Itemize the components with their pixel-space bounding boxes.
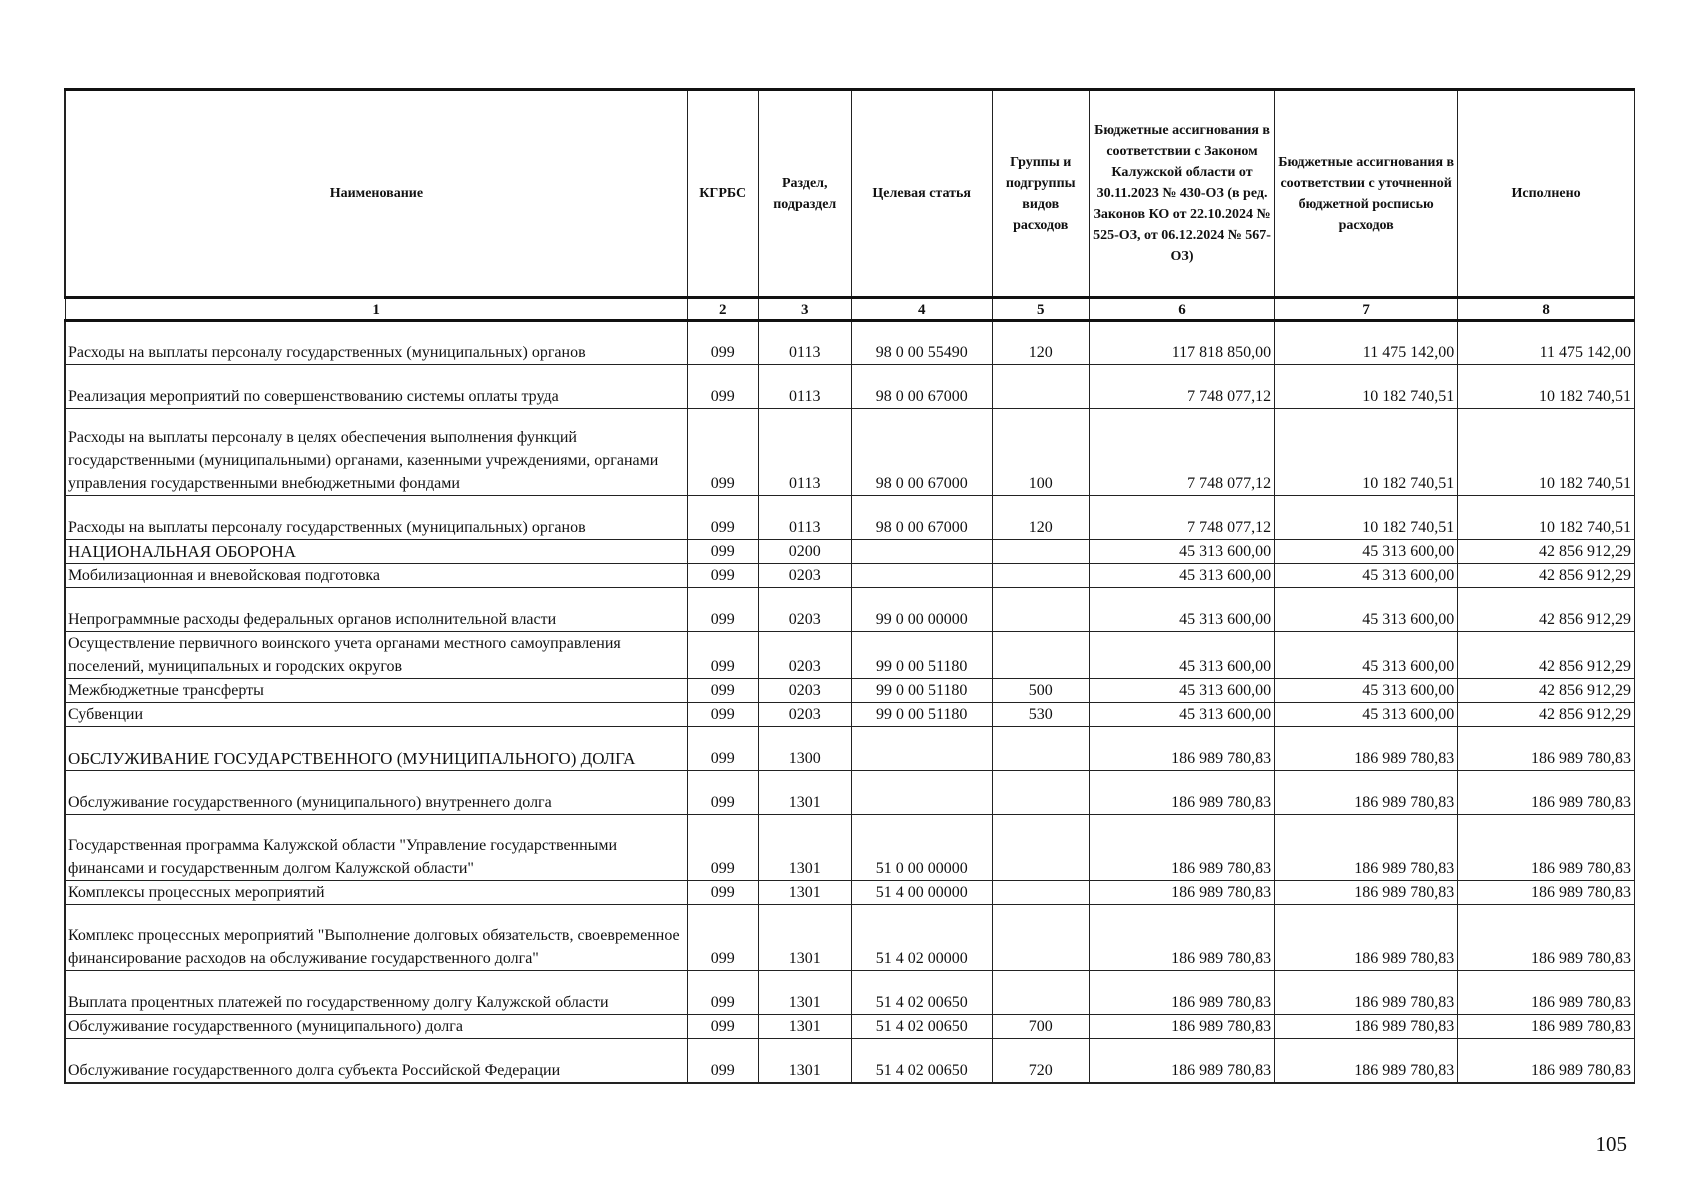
cell-name: Реализация мероприятий по совершенствованию системы оплаты труда [65,365,687,409]
cell-executed: 10 182 740,51 [1458,409,1635,496]
budget-table-container [64,88,1635,1084]
column-number: 7 [1275,298,1458,321]
column-number: 2 [687,298,758,321]
cell-law: 186 989 780,83 [1089,905,1274,971]
cell-name: Расходы на выплаты персоналу государственных (муниципальных) органов [65,496,687,540]
cell-target: 99 0 00 51180 [851,679,992,703]
cell-target [851,564,992,588]
header-law-allocations: Бюджетные ассигнования в соответствии с Законом Калужской области от 30.11.2023 № 430-ОЗ (в ред. Законов КО от 22.10.2024 № 525-ОЗ, от 06.12.2024 № 567-ОЗ) [1089,90,1274,298]
table-row [65,815,1635,881]
cell-executed: 42 856 912,29 [1458,564,1635,588]
cell-executed: 10 182 740,51 [1458,365,1635,409]
cell-section: 0203 [758,588,851,632]
cell-refined: 45 313 600,00 [1275,540,1458,564]
column-number: 5 [992,298,1089,321]
cell-kgrbs: 099 [687,365,758,409]
table-body [65,321,1635,1083]
cell-group [992,771,1089,815]
cell-target: 99 0 00 51180 [851,703,992,727]
cell-section: 0113 [758,409,851,496]
cell-law: 186 989 780,83 [1089,881,1274,905]
cell-target [851,727,992,771]
table-row [65,1039,1635,1083]
cell-name: Мобилизационная и вневойсковая подготовка [65,564,687,588]
table-row [65,409,1635,496]
cell-refined: 10 182 740,51 [1275,496,1458,540]
cell-target [851,540,992,564]
cell-section: 0203 [758,564,851,588]
cell-group [992,540,1089,564]
column-number: 4 [851,298,992,321]
cell-section: 0203 [758,632,851,679]
cell-target: 98 0 00 67000 [851,365,992,409]
cell-group: 120 [992,496,1089,540]
cell-executed: 186 989 780,83 [1458,1039,1635,1083]
cell-kgrbs: 099 [687,321,758,365]
cell-name: Обслуживание государственного долга субъекта Российской Федерации [65,1039,687,1083]
cell-group [992,727,1089,771]
cell-law: 45 313 600,00 [1089,540,1274,564]
cell-law: 186 989 780,83 [1089,971,1274,1015]
cell-executed: 42 856 912,29 [1458,679,1635,703]
cell-law: 186 989 780,83 [1089,1039,1274,1083]
cell-kgrbs: 099 [687,881,758,905]
cell-refined: 10 182 740,51 [1275,365,1458,409]
cell-law: 45 313 600,00 [1089,632,1274,679]
cell-name: Межбюджетные трансферты [65,679,687,703]
header-row [65,90,1635,298]
cell-name: Осуществление первичного воинского учета органами местного самоуправления поселений, муниципальных и городских округов [65,632,687,679]
cell-kgrbs: 099 [687,588,758,632]
cell-refined: 186 989 780,83 [1275,905,1458,971]
budget-table [64,88,1635,1084]
cell-target: 99 0 00 00000 [851,588,992,632]
cell-law: 45 313 600,00 [1089,703,1274,727]
cell-executed: 10 182 740,51 [1458,496,1635,540]
cell-law: 7 748 077,12 [1089,409,1274,496]
header-refined-allocations: Бюджетные ассигнования в соответствии с уточненной бюджетной росписью расходов [1275,90,1458,298]
cell-group [992,905,1089,971]
cell-kgrbs: 099 [687,971,758,1015]
cell-kgrbs: 099 [687,496,758,540]
cell-target: 99 0 00 51180 [851,632,992,679]
cell-kgrbs: 099 [687,1039,758,1083]
cell-group: 700 [992,1015,1089,1039]
cell-executed: 186 989 780,83 [1458,771,1635,815]
cell-group: 100 [992,409,1089,496]
cell-group: 500 [992,679,1089,703]
cell-target: 51 0 00 00000 [851,815,992,881]
cell-law: 186 989 780,83 [1089,771,1274,815]
table-row [65,588,1635,632]
cell-group: 720 [992,1039,1089,1083]
cell-law: 186 989 780,83 [1089,815,1274,881]
cell-kgrbs: 099 [687,727,758,771]
cell-executed: 42 856 912,29 [1458,588,1635,632]
cell-refined: 45 313 600,00 [1275,564,1458,588]
cell-section: 1301 [758,971,851,1015]
cell-target: 98 0 00 67000 [851,409,992,496]
cell-section: 1301 [758,771,851,815]
cell-kgrbs: 099 [687,632,758,679]
cell-executed: 186 989 780,83 [1458,905,1635,971]
cell-section: 0113 [758,496,851,540]
cell-refined: 45 313 600,00 [1275,588,1458,632]
cell-kgrbs: 099 [687,564,758,588]
cell-executed: 42 856 912,29 [1458,540,1635,564]
cell-refined: 186 989 780,83 [1275,1015,1458,1039]
header-name: Наименование [65,90,687,298]
table-row [65,771,1635,815]
table-row [65,727,1635,771]
column-number-row [65,298,1635,321]
cell-executed: 186 989 780,83 [1458,881,1635,905]
cell-kgrbs: 099 [687,771,758,815]
cell-refined: 45 313 600,00 [1275,703,1458,727]
table-row [65,540,1635,564]
cell-name: Непрограммные расходы федеральных органов исполнительной власти [65,588,687,632]
cell-executed: 42 856 912,29 [1458,632,1635,679]
cell-name: Комплекс процессных мероприятий "Выполнение долговых обязательств, своевременное финансирование расходов на обслуживание государственного долга" [65,905,687,971]
cell-section: 1301 [758,1039,851,1083]
cell-name: ОБСЛУЖИВАНИЕ ГОСУДАРСТВЕННОГО (МУНИЦИПАЛЬНОГО) ДОЛГА [65,727,687,771]
cell-section: 0200 [758,540,851,564]
cell-target: 51 4 00 00000 [851,881,992,905]
cell-name: Государственная программа Калужской области "Управление государственными финансами и государственным долгом Калужской области" [65,815,687,881]
table-row [65,365,1635,409]
cell-section: 0113 [758,321,851,365]
header-groups: Группы и подгруппы видов расходов [992,90,1089,298]
table-row [65,1015,1635,1039]
cell-name: Расходы на выплаты персоналу в целях обеспечения выполнения функций государственными (муниципальными) органами, казенными учреждениями, органами управления государственными внебюджетными фондами [65,409,687,496]
cell-kgrbs: 099 [687,409,758,496]
cell-refined: 186 989 780,83 [1275,771,1458,815]
cell-group [992,365,1089,409]
cell-executed: 42 856 912,29 [1458,703,1635,727]
cell-name: Выплата процентных платежей по государственному долгу Калужской области [65,971,687,1015]
cell-target: 98 0 00 55490 [851,321,992,365]
cell-group [992,815,1089,881]
cell-group [992,881,1089,905]
cell-kgrbs: 099 [687,679,758,703]
header-target: Целевая статья [851,90,992,298]
table-row [65,905,1635,971]
cell-target: 51 4 02 00650 [851,971,992,1015]
cell-section: 1300 [758,727,851,771]
cell-group [992,588,1089,632]
cell-target [851,771,992,815]
cell-name: Комплексы процессных мероприятий [65,881,687,905]
cell-target: 51 4 02 00000 [851,905,992,971]
cell-law: 45 313 600,00 [1089,564,1274,588]
cell-law: 45 313 600,00 [1089,679,1274,703]
cell-refined: 186 989 780,83 [1275,815,1458,881]
cell-refined: 11 475 142,00 [1275,321,1458,365]
table-row [65,971,1635,1015]
cell-kgrbs: 099 [687,1015,758,1039]
column-number: 1 [65,298,687,321]
header-kgrbs: КГРБС [687,90,758,298]
cell-law: 117 818 850,00 [1089,321,1274,365]
cell-refined: 10 182 740,51 [1275,409,1458,496]
cell-target: 51 4 02 00650 [851,1039,992,1083]
cell-refined: 186 989 780,83 [1275,1039,1458,1083]
cell-kgrbs: 099 [687,540,758,564]
cell-section: 0203 [758,679,851,703]
cell-refined: 186 989 780,83 [1275,727,1458,771]
cell-section: 0203 [758,703,851,727]
cell-refined: 45 313 600,00 [1275,679,1458,703]
cell-group: 120 [992,321,1089,365]
column-number: 8 [1458,298,1635,321]
cell-executed: 186 989 780,83 [1458,815,1635,881]
cell-group [992,564,1089,588]
cell-group [992,632,1089,679]
cell-section: 1301 [758,881,851,905]
cell-name: Расходы на выплаты персоналу государственных (муниципальных) органов [65,321,687,365]
cell-kgrbs: 099 [687,703,758,727]
column-number: 6 [1089,298,1274,321]
page-number: 105 [1595,1132,1627,1156]
cell-law: 186 989 780,83 [1089,727,1274,771]
cell-refined: 45 313 600,00 [1275,632,1458,679]
cell-name: НАЦИОНАЛЬНАЯ ОБОРОНА [65,540,687,564]
column-number: 3 [758,298,851,321]
table-row [65,564,1635,588]
cell-executed: 186 989 780,83 [1458,727,1635,771]
cell-group: 530 [992,703,1089,727]
cell-law: 7 748 077,12 [1089,365,1274,409]
cell-section: 1301 [758,1015,851,1039]
cell-section: 1301 [758,905,851,971]
cell-law: 45 313 600,00 [1089,588,1274,632]
cell-executed: 186 989 780,83 [1458,971,1635,1015]
header-executed: Исполнено [1458,90,1635,298]
cell-section: 1301 [758,815,851,881]
cell-law: 7 748 077,12 [1089,496,1274,540]
table-row [65,496,1635,540]
cell-refined: 186 989 780,83 [1275,881,1458,905]
table-row [65,703,1635,727]
cell-section: 0113 [758,365,851,409]
table-row [65,321,1635,365]
cell-name: Обслуживание государственного (муниципального) внутреннего долга [65,771,687,815]
table-row [65,679,1635,703]
cell-target: 51 4 02 00650 [851,1015,992,1039]
table-row [65,881,1635,905]
cell-target: 98 0 00 67000 [851,496,992,540]
cell-name: Обслуживание государственного (муниципального) долга [65,1015,687,1039]
header-section: Раздел, подраздел [758,90,851,298]
cell-kgrbs: 099 [687,905,758,971]
cell-executed: 186 989 780,83 [1458,1015,1635,1039]
table-row [65,632,1635,679]
cell-group [992,971,1089,1015]
cell-kgrbs: 099 [687,815,758,881]
cell-law: 186 989 780,83 [1089,1015,1274,1039]
cell-executed: 11 475 142,00 [1458,321,1635,365]
cell-name: Субвенции [65,703,687,727]
cell-refined: 186 989 780,83 [1275,971,1458,1015]
